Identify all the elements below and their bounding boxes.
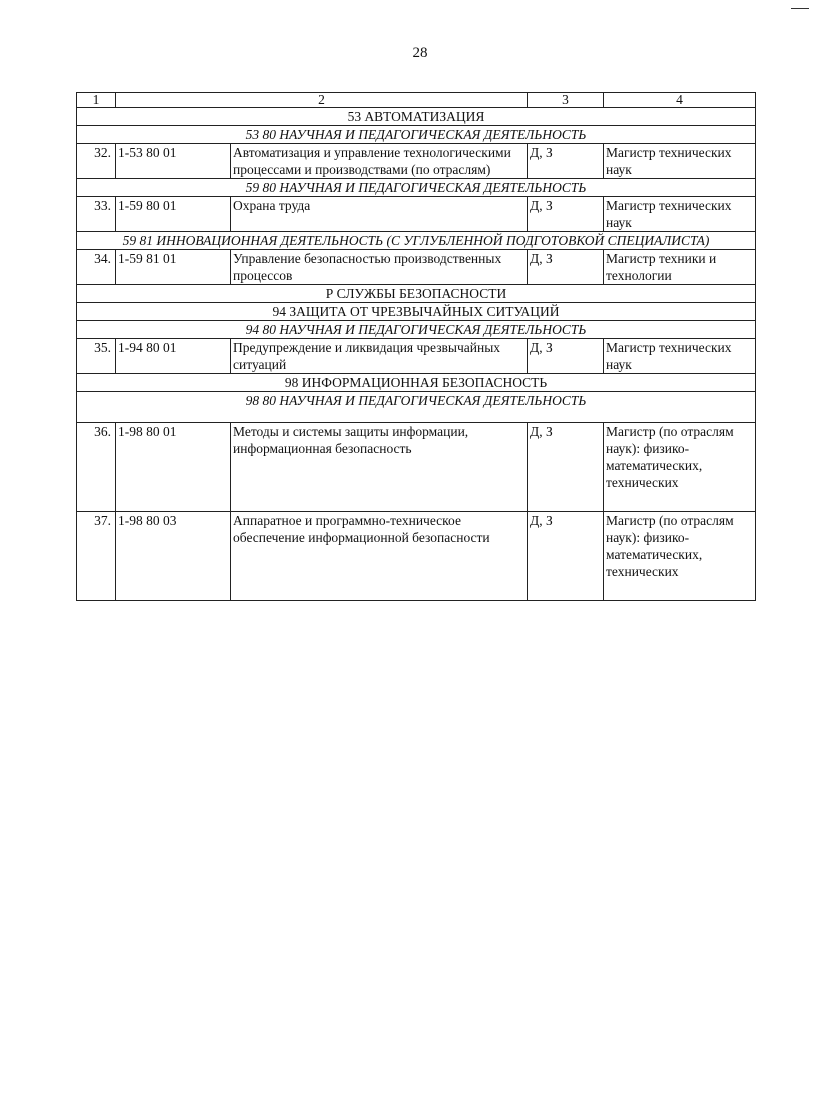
- qualification: Магистр (по отраслям наук): физико-математических, технических: [604, 423, 756, 512]
- study-form: Д, З: [528, 197, 604, 232]
- specialty-cell: [116, 339, 528, 374]
- section-title: 53 АВТОМАТИЗАЦИЯ: [77, 108, 756, 126]
- section-row: [77, 303, 756, 321]
- study-form: Д, З: [528, 339, 604, 374]
- specialty-wrap: [116, 250, 527, 284]
- specialty-code: 1-53 80 01: [116, 144, 231, 178]
- subsection-title: 53 80 НАУЧНАЯ И ПЕДАГОГИЧЕСКАЯ ДЕЯТЕЛЬНОСТЬ: [77, 126, 756, 144]
- specialty-code: 1-98 80 03: [116, 512, 231, 600]
- specialty-code: 1-59 81 01: [116, 250, 231, 284]
- specialty-name: Аппаратное и программно-техническое обеспечение информационной безопасности: [233, 513, 490, 545]
- specialties-table: [76, 92, 756, 601]
- specialty-cell: [116, 512, 528, 601]
- subsection-row: [77, 392, 756, 423]
- specialty-code: 1-94 80 01: [116, 339, 231, 373]
- row-number: 34.: [77, 250, 116, 285]
- table-row: [77, 250, 756, 285]
- specialty-name: Методы и системы защиты информации, информационная безопасность: [233, 424, 469, 456]
- specialty-cell: [116, 197, 528, 232]
- qualification: Магистр технических наук: [604, 339, 756, 374]
- specialty-name: Охрана труда: [233, 198, 311, 213]
- header-col-2: 2: [116, 93, 528, 108]
- row-number: 35.: [77, 339, 116, 374]
- subsection-row: [77, 126, 756, 144]
- table-body: [77, 93, 756, 601]
- specialty-wrap: [116, 339, 527, 373]
- section-title: 98 ИНФОРМАЦИОННАЯ БЕЗОПАСНОСТЬ: [77, 374, 756, 392]
- subsection-title: 94 80 НАУЧНАЯ И ПЕДАГОГИЧЕСКАЯ ДЕЯТЕЛЬНОСТЬ: [77, 321, 756, 339]
- qualification: Магистр технических наук: [604, 144, 756, 179]
- header-row: [77, 93, 756, 108]
- study-form: Д, З: [528, 144, 604, 179]
- specialty-wrap: [116, 197, 527, 231]
- subsection-row: [77, 232, 756, 250]
- section-title: 94 ЗАЩИТА ОТ ЧРЕЗВЫЧАЙНЫХ СИТУАЦИЙ: [77, 303, 756, 321]
- table-row: [77, 423, 756, 512]
- specialty-cell: [116, 144, 528, 179]
- table-row: [77, 339, 756, 374]
- study-form: Д, З: [528, 423, 604, 512]
- subsection-row: [77, 179, 756, 197]
- qualification: Магистр технических наук: [604, 197, 756, 232]
- section-row: [77, 374, 756, 392]
- header-col-3: 3: [528, 93, 604, 108]
- specialty-name: Предупреждение и ликвидация чрезвычайных ситуаций: [233, 340, 501, 372]
- subsection-row: [77, 321, 756, 339]
- qualification: Магистр (по отраслям наук): физико-математических, технических: [604, 512, 756, 601]
- specialty-cell: [116, 250, 528, 285]
- subsection-title: 98 80 НАУЧНАЯ И ПЕДАГОГИЧЕСКАЯ ДЕЯТЕЛЬНОСТЬ: [77, 392, 756, 423]
- row-number: 37.: [77, 512, 116, 601]
- specialty-wrap: [116, 512, 527, 600]
- specialty-wrap: [116, 144, 527, 178]
- qualification: Магистр техники и технологии: [604, 250, 756, 285]
- section-title: Р СЛУЖБЫ БЕЗОПАСНОСТИ: [77, 285, 756, 303]
- section-row: [77, 108, 756, 126]
- corner-mark: [791, 8, 809, 9]
- row-number: 36.: [77, 423, 116, 512]
- table-row: [77, 512, 756, 601]
- table-row: [77, 144, 756, 179]
- specialty-name: Автоматизация и управление технологическими процессами и производствами (по отраслям): [233, 145, 511, 177]
- specialty-code: 1-98 80 01: [116, 423, 231, 511]
- specialty-cell: [116, 423, 528, 512]
- header-col-1: 1: [77, 93, 116, 108]
- specialty-code: 1-59 80 01: [116, 197, 231, 231]
- subsection-title: 59 81 ИННОВАЦИОННАЯ ДЕЯТЕЛЬНОСТЬ (С УГЛУБЛЕННОЙ ПОДГОТОВКОЙ СПЕЦИАЛИСТА): [77, 232, 756, 250]
- specialty-name: Управление безопасностью производственных процессов: [233, 251, 502, 283]
- page-number: 28: [412, 45, 428, 61]
- row-number: 32.: [77, 144, 116, 179]
- study-form: Д, З: [528, 512, 604, 601]
- row-number: 33.: [77, 197, 116, 232]
- subsection-title: 59 80 НАУЧНАЯ И ПЕДАГОГИЧЕСКАЯ ДЕЯТЕЛЬНОСТЬ: [77, 179, 756, 197]
- section-row: [77, 285, 756, 303]
- header-col-4: 4: [604, 93, 756, 108]
- table-row: [77, 197, 756, 232]
- study-form: Д, З: [528, 250, 604, 285]
- specialty-wrap: [116, 423, 527, 511]
